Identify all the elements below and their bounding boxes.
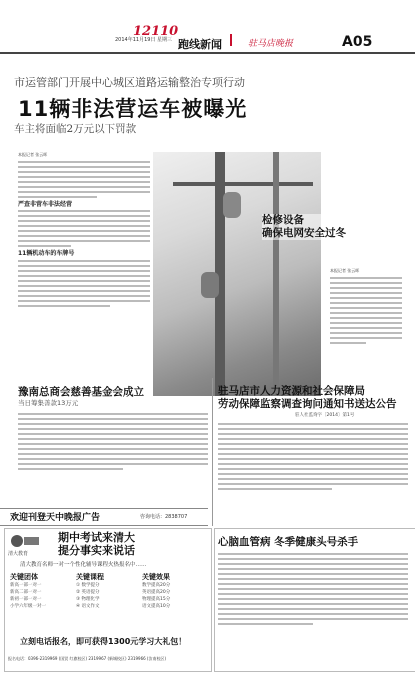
page-header [0,0,415,52]
ad-strip-phone: 咨询电话：2838707 [140,514,188,520]
notice-headline: 驻马店市人力资源和社会保障局 劳动保障监察调查询问通知书送达公告 [218,385,397,410]
health-body [218,550,408,628]
column-divider [212,378,213,526]
worker-figure [223,192,241,218]
news-photo [153,152,321,396]
section-name: 跑线新闻 [178,38,222,51]
newspaper-logo: 驻马店晚报 [248,39,294,49]
ad-promo: 立刻电话报名，即可获得1300元学习大礼包！ [20,637,187,646]
education-logo [10,532,40,550]
header-rule [0,52,415,54]
page-number: A05 [342,34,373,50]
worker-figure [201,272,219,298]
photo-story-body [330,268,402,347]
ad-strip-title: 欢迎刊登天中晚报广告 [10,513,101,523]
ad-contact: 报名电话：0396-2319969 (国贸 红旗校区) 2319967 (新城校区) 2319966 (汝南校区) [8,656,167,661]
ad-column: 关键课程 ① 数学提分 ② 英语提分 ③ 物理化学 ④ 语文作文 [76,573,104,609]
ad-headline-2: 提分事实来说话 [58,544,135,557]
header-divider [230,34,232,46]
article-headline: 11辆非法营运车被曝光 [18,97,248,121]
fund-headline: 豫南总商会慈善基金会成立 [18,386,144,398]
ad-headline-1: 期中考试来清大 [58,531,135,544]
logo-icon [10,532,40,550]
ad-column: 关键效果 数学提高20分 英语提高20分 物理提高15分 语文提高10分 [142,573,171,609]
fund-subhead: 当日筹集善款13万元 [18,399,79,407]
photo-headline: 检修设备 确保电网安全过冬 [262,214,352,240]
article-kicker: 市运管部门开展中心城区道路运输整治专项行动 [14,76,245,89]
health-headline: 心脑血管病 冬季健康头号杀手 [218,536,359,548]
photo-byline: 本报记者 张云晖 [330,268,360,273]
article-subhead: 车主将面临2万元以下罚款 [14,123,137,135]
ad-column: 关键团体 新高一部一对一 新高二部一对一 新初一部一对一 小学六年级一对一 [10,573,46,609]
notice-number: 驻人社监询字〔2014〕第1号 [295,413,355,418]
issue-date: 2014年11月19日 星期三 [115,37,173,43]
ad-tagline: 清大教育名师一对一个性化辅导课程火热报名中…… [20,562,147,568]
notice-body [218,420,408,493]
section-subhead: 严查非营车非法经营 [18,200,73,208]
issue-number: 12110 [133,24,179,39]
article-byline: 本报记者 张云晖 [18,152,48,157]
education-logo-text: 清大教育 [8,551,29,557]
article-body [18,152,150,310]
section-subhead: 11辆机动车的车牌号 [18,250,75,257]
fund-body [18,410,208,473]
